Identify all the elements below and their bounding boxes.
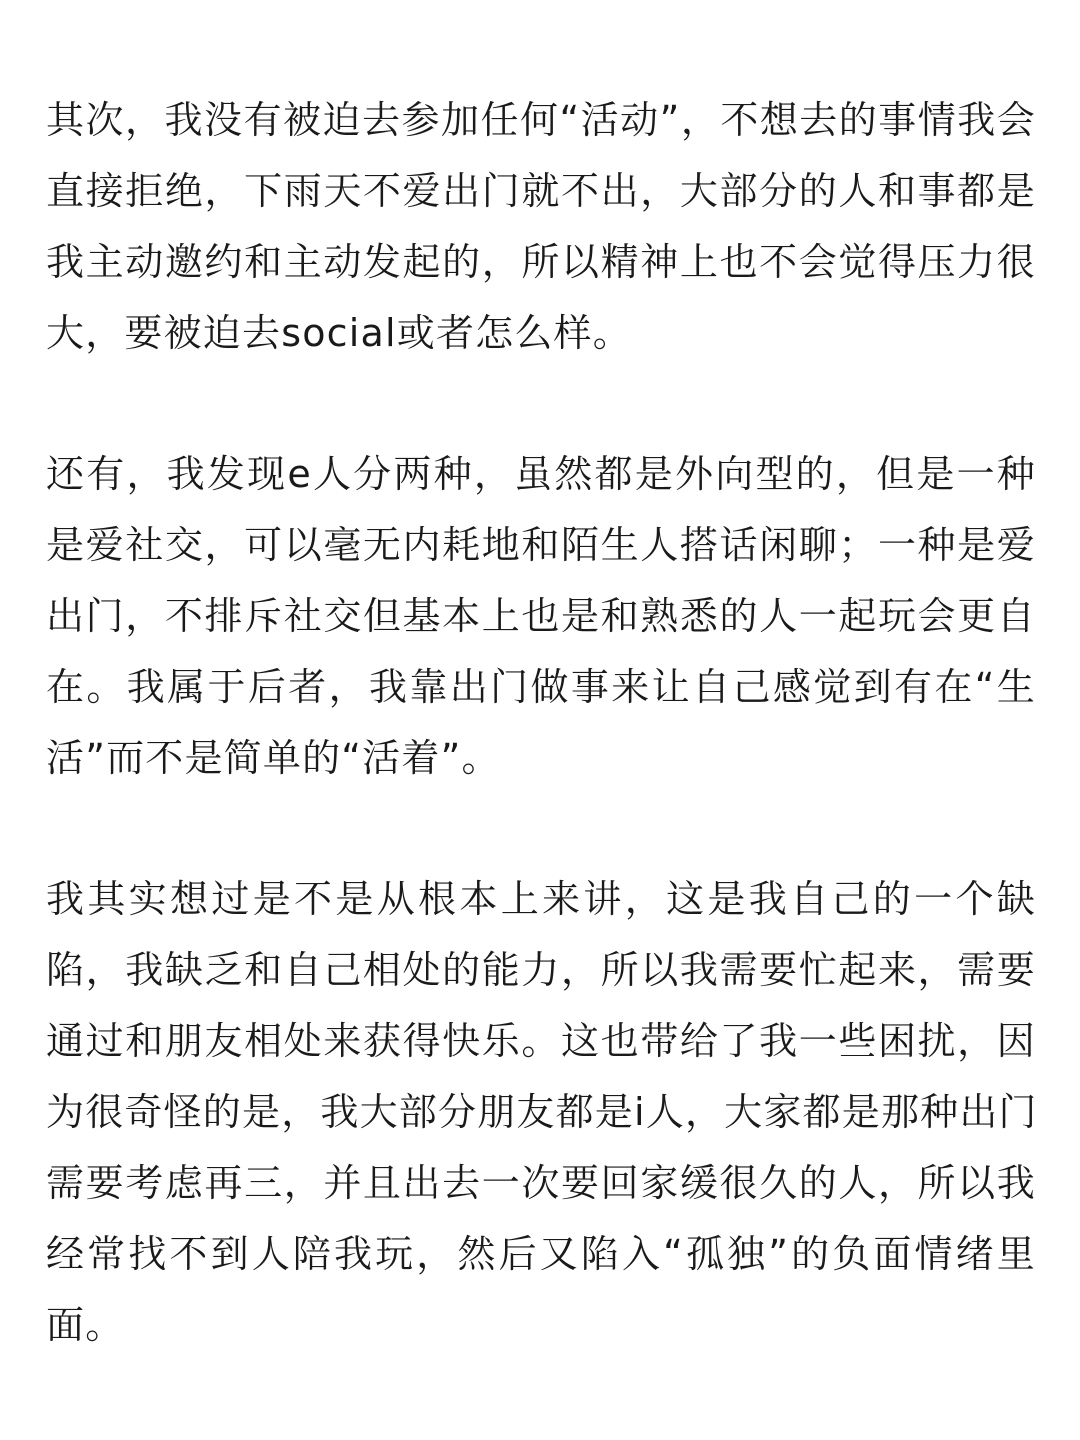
text-line: 我主动邀约和主动发起的，所以精神上也不会觉得压力很 — [46, 240, 1036, 284]
text-line: 出门，不排斥社交但基本上也是和熟悉的人一起玩会更自 — [46, 594, 1036, 638]
paragraph-gap — [46, 369, 1036, 439]
text-line: 为很奇怪的是，我大部分朋友都是i人，大家都是那种出门 — [46, 1090, 1038, 1134]
paragraph-3 — [46, 864, 1036, 1361]
text-line: 是爱社交，可以毫无内耗地和陌生人搭话闲聊；一种是爱 — [46, 523, 1036, 567]
text-line: 我其实想过是不是从根本上来讲，这是我自己的一个缺 — [46, 877, 1036, 921]
text-line: 需要考虑再三，并且出去一次要回家缓很久的人，所以我 — [46, 1161, 1036, 1205]
text-line: 通过和朋友相处来获得快乐。这也带给了我一些困扰，因 — [46, 1019, 1036, 1063]
paragraph-2 — [46, 439, 1036, 794]
paragraph-1 — [46, 85, 1036, 369]
text-line: 在。我属于后者，我靠出门做事来让自己感觉到有在“生 — [46, 665, 1036, 709]
article-body — [46, 85, 1036, 1361]
text-line: 面。 — [46, 1303, 125, 1347]
paragraph-gap — [46, 794, 1036, 864]
text-line: 其次，我没有被迫去参加任何“活动”，不想去的事情我会 — [46, 98, 1036, 142]
text-line: 经常找不到人陪我玩，然后又陷入“孤独”的负面情绪里 — [46, 1232, 1036, 1276]
text-line: 直接拒绝，下雨天不爱出门就不出，大部分的人和事都是 — [46, 169, 1036, 213]
text-line: 陷，我缺乏和自己相处的能力，所以我需要忙起来，需要 — [46, 948, 1036, 992]
text-line: 活”而不是简单的“活着”。 — [46, 736, 501, 780]
text-line: 还有，我发现e人分两种，虽然都是外向型的，但是一种 — [46, 452, 1036, 496]
text-line: 大，要被迫去social或者怎么样。 — [46, 311, 632, 355]
